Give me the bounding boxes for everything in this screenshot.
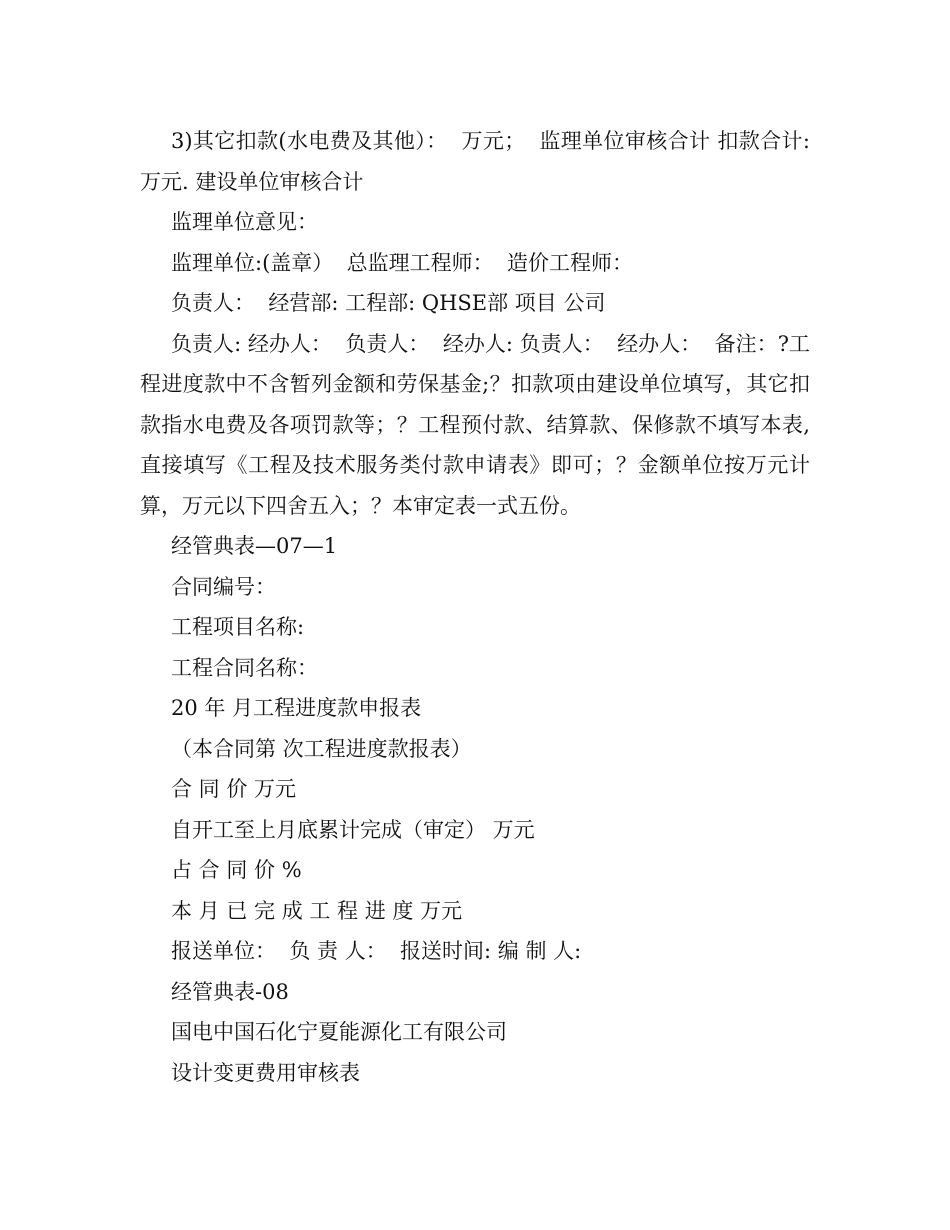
form-code-07-1: 经管典表—07—1	[171, 534, 338, 558]
progress-report-title: 20 年 月工程进度款申报表	[171, 696, 422, 720]
contract-number-label: 合同编号：	[171, 574, 276, 599]
form-code-08: 经管典表-08	[171, 979, 289, 1004]
supervision-signature-line: 监理单位:(盖章） 总监理工程师： 造价工程师：	[171, 250, 633, 275]
deductions-paragraph: 3)其它扣款(水电费及其他）： 万元； 监理单位审核合计 扣款合计: 万元. 建设单位审核合计	[140, 129, 817, 194]
contract-percentage-line: 占 合 同 价 %	[171, 858, 302, 882]
monthly-progress-line: 本 月 已 完 成 工 程 进 度 万元	[171, 898, 463, 923]
supervision-opinion-label: 监理单位意见：	[171, 210, 318, 234]
cumulative-completed-line: 自开工至上月底累计完成（审定） 万元	[171, 817, 535, 842]
company-name: 国电中国石化宁夏能源化工有限公司	[171, 1020, 507, 1044]
contract-price-line: 合 同 价 万元	[171, 777, 297, 801]
notes-paragraph: 负责人: 经办人： 负责人： 经办人: 负责人： 经办人： 备注：?工程进度款中不含暂列金额和劳保基金;？扣款项由建设单位填写，其它扣款指水电费及各项罚款等；？工程预付款、结算款、保修款不填写本表,直接填写《工程及技术服务类付款申请表》即可；？金额单位按万元计算，万元以下四舍五入；？本审定表一式五份。	[140, 331, 810, 518]
document-body	[140, 121, 817, 1093]
contract-name-label: 工程合同名称：	[171, 655, 318, 680]
design-change-review-title: 设计变更费用审核表	[171, 1060, 360, 1085]
project-name-label: 工程项目名称:	[171, 615, 305, 639]
progress-report-subtitle: （本合同第 次工程进度款报表）	[171, 736, 472, 761]
departments-signature-line: 负责人： 经营部: 工程部: QHSE部 项目 公司	[171, 291, 606, 315]
submission-info-line: 报送单位： 负 责 人： 报送时间: 编 制 人:	[171, 939, 582, 963]
